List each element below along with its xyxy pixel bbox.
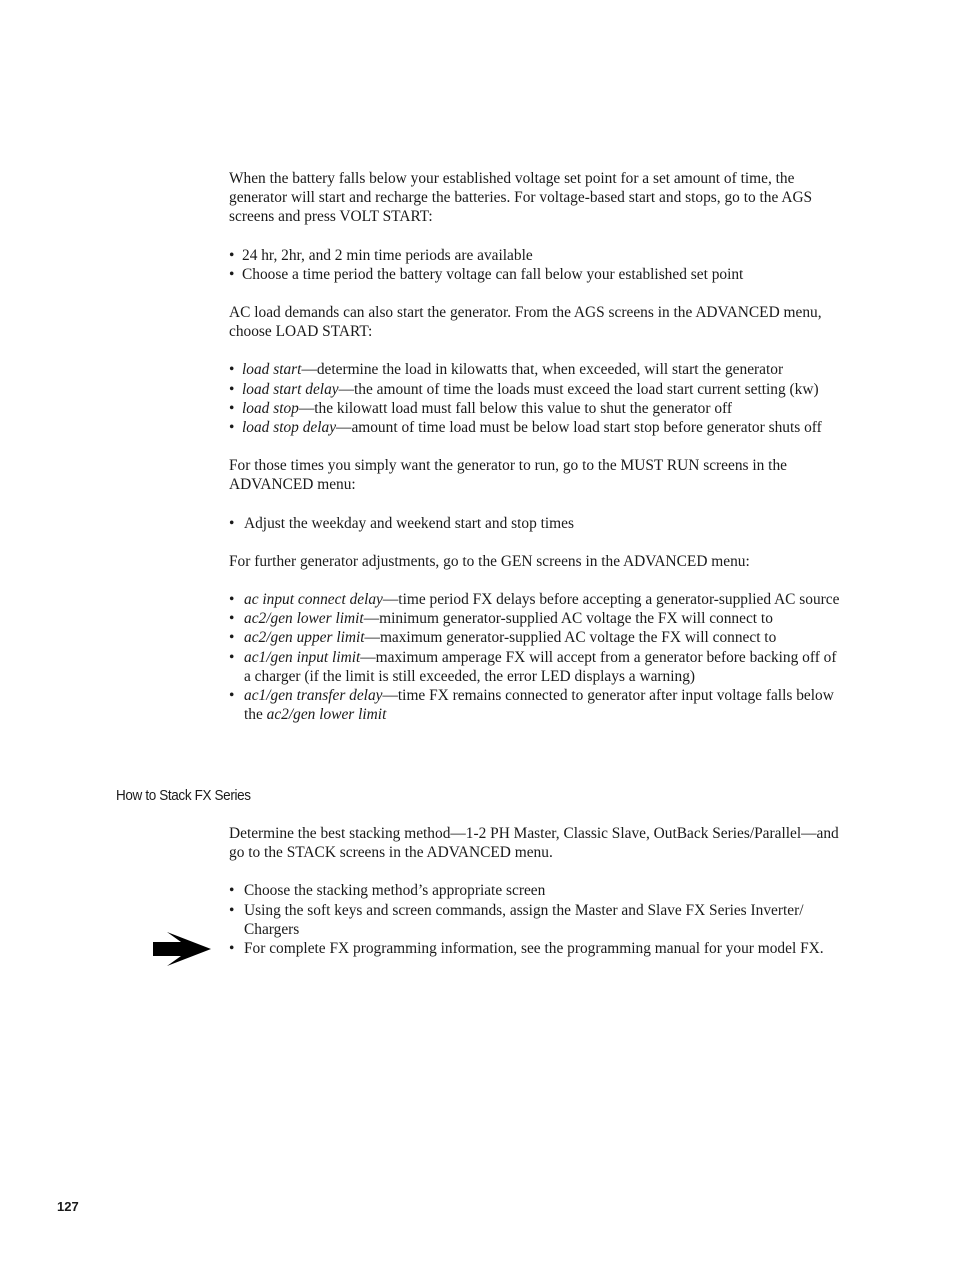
stack-paragraph: Determine the best stacking method—1-2 PH Master, Classic Slave, OutBack Series/Parallel—and go to the STACK screens in the ADVANCED menu. (229, 825, 839, 862)
page-number: 127 (57, 1199, 79, 1214)
list-item (229, 360, 844, 379)
definition: —minimum generator-supplied AC voltage the FX will connect to (363, 610, 773, 628)
term: load stop delay (242, 419, 337, 437)
term: ac1/gen input limit (244, 648, 361, 666)
definition: —maximum amperage FX will accept from a generator before backing off of a charger (if the limit is still exceeded, the error LED displays a warning) (244, 648, 837, 685)
definition: —the kilowatt load must fall below this value to shut the generator off (298, 399, 732, 417)
list-item (229, 418, 844, 437)
section-heading: How to Stack FX Series (116, 787, 251, 804)
term: ac2/gen lower limit (244, 610, 364, 628)
list-item: • For complete FX programming information, see the programming manual for your model FX. (229, 939, 844, 958)
definition: —the amount of time the loads must exceed the load start current setting (kw) (338, 380, 819, 398)
list-item: • 24 hr, 2hr, and 2 min time periods are available (229, 246, 844, 265)
definition: —amount of time load must be below load start stop before generator shuts off (336, 419, 822, 437)
term: load start (242, 361, 302, 379)
right-arrow-icon (153, 932, 211, 966)
list-item: • Choose a time period the battery voltage can fall below your established set point (229, 265, 844, 284)
list-item (229, 609, 844, 628)
definition: —maximum generator-supplied AC voltage the FX will connect to (364, 629, 777, 647)
term: ac input connect delay (244, 591, 383, 609)
definition: —time period FX delays before accepting a generator-supplied AC source (382, 591, 840, 609)
list-item (229, 686, 844, 724)
intro-list (229, 246, 844, 284)
definition: —time FX remains connected to generator after input voltage falls below the (244, 687, 834, 724)
stack-section (229, 824, 844, 958)
term: ac2/gen upper limit (244, 629, 365, 647)
list-item (229, 648, 844, 686)
list-item: • Adjust the weekday and weekend start and stop times (229, 514, 844, 533)
load-list (229, 360, 844, 437)
term: ac1/gen transfer delay (244, 687, 383, 705)
gen-list (229, 590, 844, 724)
body-column (229, 169, 844, 743)
list-item: • Using the soft keys and screen commands, assign the Master and Slave FX Series Inverter/ Chargers (229, 901, 844, 939)
stack-list (229, 881, 844, 958)
list-item (229, 628, 844, 647)
term: load stop (242, 399, 299, 417)
must-run-list (229, 514, 844, 533)
list-item (229, 590, 844, 609)
term: ac2/gen lower limit (266, 706, 387, 724)
intro-paragraph: When the battery falls below your established voltage set point for a set amount of time, the generator will start and recharge the batteries. For voltage-based start and stops, go to the AGS screens and press VOLT START: (229, 170, 813, 226)
definition: —determine the load in kilowatts that, when exceeded, will start the generator (301, 361, 784, 379)
must-run-paragraph: For those times you simply want the generator to run, go to the MUST RUN screens in the ADVANCED menu: (229, 457, 787, 494)
term: load start delay (242, 380, 339, 398)
gen-paragraph: For further generator adjustments, go to the GEN screens in the ADVANCED menu: (229, 552, 750, 570)
list-item: • Choose the stacking method’s appropriate screen (229, 881, 844, 900)
list-item (229, 380, 844, 399)
load-paragraph: AC load demands can also start the generator. From the AGS screens in the ADVANCED menu, choose LOAD START: (229, 304, 822, 341)
list-item (229, 399, 844, 418)
